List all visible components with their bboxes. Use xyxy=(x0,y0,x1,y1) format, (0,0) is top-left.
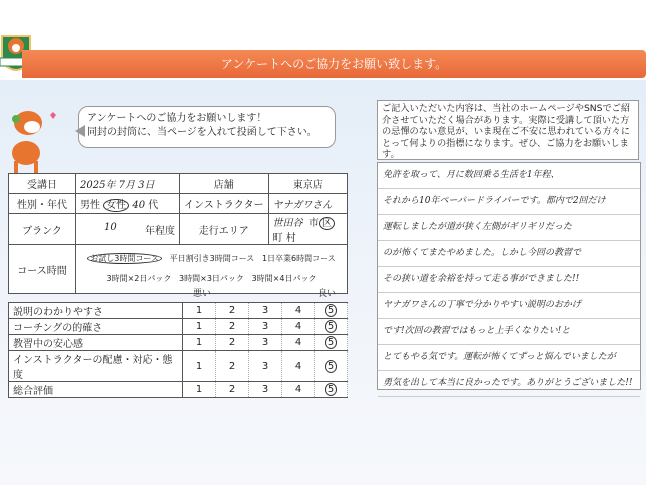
age-value: 40 xyxy=(132,200,146,211)
rating-option xyxy=(249,335,282,351)
female-option: 女性 xyxy=(103,199,129,212)
header-banner: アンケートへのご協力をお願い致します。 xyxy=(22,50,646,78)
rating-value: 5 xyxy=(325,336,337,349)
date-value: 2025年 7月 3日 xyxy=(76,174,180,194)
rating-option xyxy=(183,351,216,382)
area-city: 市 xyxy=(308,218,319,229)
rating-option xyxy=(183,335,216,351)
comment-line: それから10年ペーパードライバーです。都内で2回だけ xyxy=(378,189,640,215)
rating-option xyxy=(216,382,249,398)
comment-line: 免許を取って、月に数回乗る生活を1年程、 xyxy=(378,163,640,189)
rating-option xyxy=(183,303,216,319)
instructor-label: インストラクター xyxy=(180,194,269,214)
course-option-oneday: 1日卒業6時間コース xyxy=(261,254,336,263)
rating-value: 1 xyxy=(195,360,203,372)
rating-row xyxy=(9,335,348,351)
course-option-4day: 3時間×4日パック xyxy=(251,274,317,283)
rating-row xyxy=(9,351,348,382)
notes-box: ご記入いただいた内容は、当社のホームページやSNSでご紹介させていただく場合があります。実際に受講して頂いた方の忌憚のない意見が、いま現在ご不安に思われている方々にとって何よりの指標になります。ぜひ、ご協力をお願いします。 xyxy=(377,100,639,160)
rating-option xyxy=(216,319,249,335)
rating-value: 3 xyxy=(261,305,269,316)
rating-value: 1 xyxy=(195,305,203,316)
blank-label: ブランク xyxy=(9,214,76,245)
rating-option xyxy=(249,303,282,319)
good-label: 良い xyxy=(318,289,337,299)
rating-option xyxy=(315,351,348,382)
rating-value: 2 xyxy=(228,337,236,348)
speech-bubble xyxy=(78,106,336,148)
rating-label: 説明のわかりやすさ xyxy=(9,303,183,319)
blank-value: 10 xyxy=(104,221,117,233)
area-ward: 区 xyxy=(319,217,335,230)
rating-option xyxy=(282,351,315,382)
info-table xyxy=(8,173,348,294)
area-value: 世田谷 xyxy=(272,218,303,229)
rating-option xyxy=(216,351,249,382)
area-town: 町 xyxy=(272,233,283,244)
rating-value: 5 xyxy=(325,304,337,317)
store-label: 店舗 xyxy=(180,174,269,194)
comment-line: ヤナガワさんの丁寧で分かりやすい説明のおかげ xyxy=(378,293,640,319)
course-option-weekday: 平日割引き3時間コース xyxy=(169,254,255,263)
rating-value: 5 xyxy=(325,383,337,396)
course-option-trial: お試し3時間コース xyxy=(87,253,162,264)
ratings-table xyxy=(8,302,348,398)
rating-value: 5 xyxy=(325,360,337,373)
rating-row xyxy=(9,382,348,398)
rating-option xyxy=(315,319,348,335)
rating-option xyxy=(282,319,315,335)
course-option-3day: 3時間×3日パック xyxy=(179,274,244,283)
rating-value: 3 xyxy=(261,384,269,395)
rating-option xyxy=(249,319,282,335)
rating-label: 教習中の安心感 xyxy=(9,335,183,351)
rating-option xyxy=(315,382,348,398)
rating-value: 4 xyxy=(294,321,302,332)
comment-line: 運転しましたが道が狭く左側がギリギリだった xyxy=(378,215,640,241)
comment-line: その狭い道を余裕を持って走る事ができました!! xyxy=(378,267,640,293)
instructor-value: ヤナガワさん xyxy=(268,194,348,214)
rating-value: 5 xyxy=(325,320,337,333)
rating-option xyxy=(282,382,315,398)
rating-option xyxy=(249,351,282,382)
rating-row xyxy=(9,303,348,319)
area-village: 村 xyxy=(285,233,296,244)
rating-option xyxy=(183,319,216,335)
rating-option xyxy=(183,382,216,398)
course-option-2day: 3時間×2日パック xyxy=(106,274,172,283)
rating-value: 1 xyxy=(195,384,203,395)
store-value: 東京店 xyxy=(268,174,348,194)
rating-label: コーチングの的確さ xyxy=(9,319,183,335)
rating-option xyxy=(249,382,282,398)
blank-suffix: 年程度 xyxy=(145,225,175,237)
area-label: 走行エリア xyxy=(180,214,269,245)
rating-value: 4 xyxy=(294,360,302,372)
rating-value: 3 xyxy=(261,360,269,372)
comment-line: 勇気を出して本当に良かったです。ありがとうございました!! xyxy=(378,371,640,397)
rating-value: 4 xyxy=(294,305,302,316)
rating-option xyxy=(315,303,348,319)
rating-option xyxy=(216,335,249,351)
rating-option xyxy=(315,335,348,351)
course-label: コース時間 xyxy=(9,245,76,294)
comment-line: です!次回の教習ではもっと上手くなりたい!と xyxy=(378,319,640,345)
comment-line: のが怖くてまたやめました。しかし今回の教習で xyxy=(378,241,640,267)
male-option: 男性 xyxy=(80,200,100,211)
rating-label: 総合評価 xyxy=(9,382,183,398)
bubble-line-2: 同封の封筒に、当ページを入れて投函して下さい。 xyxy=(87,127,317,138)
rating-option xyxy=(216,303,249,319)
deer-mascot-icon xyxy=(4,105,56,177)
date-label: 受講日 xyxy=(9,174,76,194)
rating-value: 2 xyxy=(228,384,236,395)
gender-label: 性別・年代 xyxy=(9,194,76,214)
rating-value: 2 xyxy=(228,321,236,332)
bad-label: 悪い xyxy=(193,289,212,299)
comment-line: とてもやる気です。運転が怖くてずっと悩んでいましたが xyxy=(378,345,640,371)
rating-value: 4 xyxy=(294,337,302,348)
rating-label: インストラクターの配慮・対応・態度 xyxy=(9,351,183,382)
rating-row xyxy=(9,319,348,335)
rating-value: 2 xyxy=(228,360,236,372)
rating-option xyxy=(282,335,315,351)
rating-value: 3 xyxy=(261,321,269,332)
rating-value: 4 xyxy=(294,384,302,395)
rating-value: 1 xyxy=(195,321,203,332)
rating-value: 1 xyxy=(195,337,203,348)
bubble-line-1: アンケートへのご協力をお願いします！ xyxy=(87,113,267,124)
rating-value: 2 xyxy=(228,305,236,316)
rating-option xyxy=(282,303,315,319)
age-suffix: 代 xyxy=(148,200,159,211)
rating-value: 3 xyxy=(261,337,269,348)
comment-box xyxy=(377,162,641,390)
